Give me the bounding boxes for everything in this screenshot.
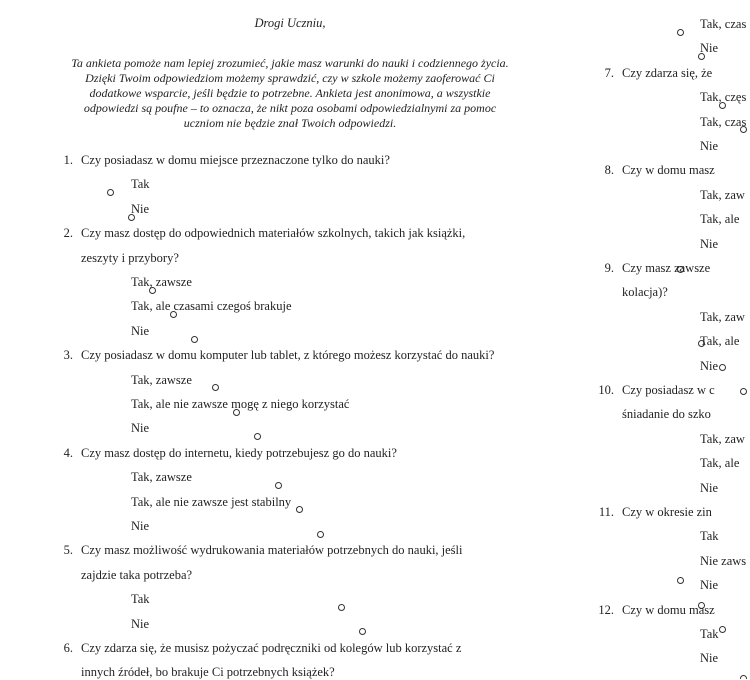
radio-bullet-icon[interactable] (719, 626, 726, 633)
radio-bullet-icon[interactable] (740, 675, 747, 679)
answer-option: Nie (131, 519, 150, 533)
question-text: Czy masz dostęp do odpowiednich materiałów szkolnych, takich jak książki, (81, 226, 466, 241)
question-text: Czy zdarza się, że musisz pożyczać podręczniki od kolegów lub korzystać z (81, 641, 462, 655)
survey-right-column (598, 0, 750, 679)
radio-bullet-icon[interactable] (212, 384, 219, 391)
question-text: Czy w okresie zin (622, 505, 712, 519)
question-text: Czy masz zawsze (622, 261, 711, 275)
answer-option: Nie (131, 616, 150, 631)
answer-option: Tak (700, 529, 719, 544)
answer-option: Tak, czas (700, 114, 747, 129)
question-number: 10. (598, 383, 614, 397)
question-text: zajdzie taka potrzeba? (81, 567, 193, 582)
intro-line: dodatkowe wsparcie, jeśli będzie to potrzebne. Ankieta jest anonimowa, a wszystkie (89, 86, 491, 100)
question-text: Czy w domu masz (622, 602, 715, 617)
answer-option: Tak, zawsze (131, 372, 192, 387)
question-number: 9. (604, 261, 614, 275)
question-text: Czy masz dostęp do internetu, kiedy potrzebujesz go do nauki? (81, 445, 397, 460)
question-number: 8. (604, 163, 614, 178)
answer-option: Nie zaws (700, 553, 747, 568)
radio-bullet-icon[interactable] (338, 604, 345, 611)
answer-option: Tak (131, 177, 150, 192)
question-text: kolacja)? (622, 285, 668, 300)
question-text: śniadanie do szko (622, 407, 711, 422)
intro-line: Ta ankieta pomoże nam lepiej zrozumieć, jakie masz warunki do nauki i codziennego życia. (71, 56, 509, 70)
question-number: 3. (63, 348, 73, 363)
answer-option: Nie (700, 358, 719, 373)
answer-option: Nie (700, 41, 719, 56)
answer-option: Nie (700, 651, 719, 666)
answer-option: Tak, ale (700, 212, 740, 227)
question-text: Czy zdarza się, że (622, 65, 713, 80)
question-number: 1. (63, 153, 73, 167)
answer-option: Tak, częs (700, 90, 747, 105)
answer-option: Tak, ale nie zawsze jest stabilny (131, 494, 292, 509)
question-text: Czy masz możliwość wydrukowania materiałów potrzebnych do nauki, jeśli (81, 543, 463, 558)
question-text: Czy posiadasz w domu miejsce przeznaczone tylko do nauki? (81, 153, 390, 167)
radio-bullet-icon[interactable] (254, 433, 261, 440)
intro-line: odpowiedzi są poufne – to oznacza, że nikt poza osobami odpowiedzialnymi za pomoc (83, 101, 497, 115)
answer-option: Tak, zaw (700, 187, 745, 202)
answer-option: Tak (131, 592, 150, 607)
radio-bullet-icon[interactable] (719, 364, 726, 371)
answer-option: Nie (700, 578, 719, 593)
question-text: innych źródeł, bo brakuje Ci potrzebnych książek? (81, 665, 335, 680)
question-number: 12. (598, 602, 614, 617)
intro-line: Dzięki Twoim odpowiedziom możemy sprawdzić, czy w szkole możemy zaoferować Ci (85, 71, 495, 85)
answer-option: Tak, zawsze (131, 275, 192, 289)
answer-option: Tak, ale nie zawsze mogę z niego korzystać (131, 397, 350, 411)
answer-option: Nie (131, 421, 150, 436)
answer-option: Tak, zaw (700, 309, 745, 324)
intro-line: uczniom nie będzie znał Twoich odpowiedzi. (183, 116, 397, 130)
radio-bullet-icon[interactable] (740, 388, 747, 395)
answer-option: Tak (700, 627, 719, 641)
radio-bullet-icon[interactable] (359, 628, 366, 635)
answer-option: Nie (131, 201, 150, 216)
radio-bullet-icon[interactable] (296, 506, 303, 513)
question-number: 5. (63, 543, 73, 558)
question-number: 2. (63, 226, 73, 241)
answer-option: Nie (700, 480, 719, 495)
radio-bullet-icon[interactable] (317, 531, 324, 538)
question-number: 7. (604, 65, 614, 80)
question-number: 4. (63, 445, 73, 460)
question-text: zeszyty i przybory? (81, 250, 179, 265)
question-text: Czy w domu masz (622, 163, 715, 178)
question-number: 11. (598, 505, 614, 519)
answer-option: Nie (700, 139, 719, 153)
answer-option: Tak, zaw (700, 431, 745, 446)
radio-bullet-icon[interactable] (275, 482, 282, 489)
answer-option: Tak, ale czasami czegoś brakuje (131, 299, 292, 314)
radio-bullet-icon[interactable] (677, 577, 684, 584)
radio-bullet-icon[interactable] (677, 29, 684, 36)
question-text: Czy posiadasz w domu komputer lub tablet, z którego możesz korzystać do nauki? (81, 348, 495, 363)
question-list (598, 0, 750, 666)
answer-option: Tak, czas (700, 17, 747, 31)
question-text: Czy posiadasz w c (622, 383, 715, 397)
radio-bullet-icon[interactable] (191, 336, 198, 343)
radio-bullet-icon[interactable] (107, 189, 114, 196)
answer-option: Tak, zawsze (131, 470, 192, 485)
answer-option: Tak, ale (700, 334, 740, 349)
question-number: 6. (63, 641, 73, 655)
answer-option: Nie (700, 236, 719, 251)
greeting: Drogi Uczniu, (254, 16, 326, 30)
answer-option: Nie (131, 323, 150, 338)
answer-option: Tak, ale (700, 456, 740, 471)
